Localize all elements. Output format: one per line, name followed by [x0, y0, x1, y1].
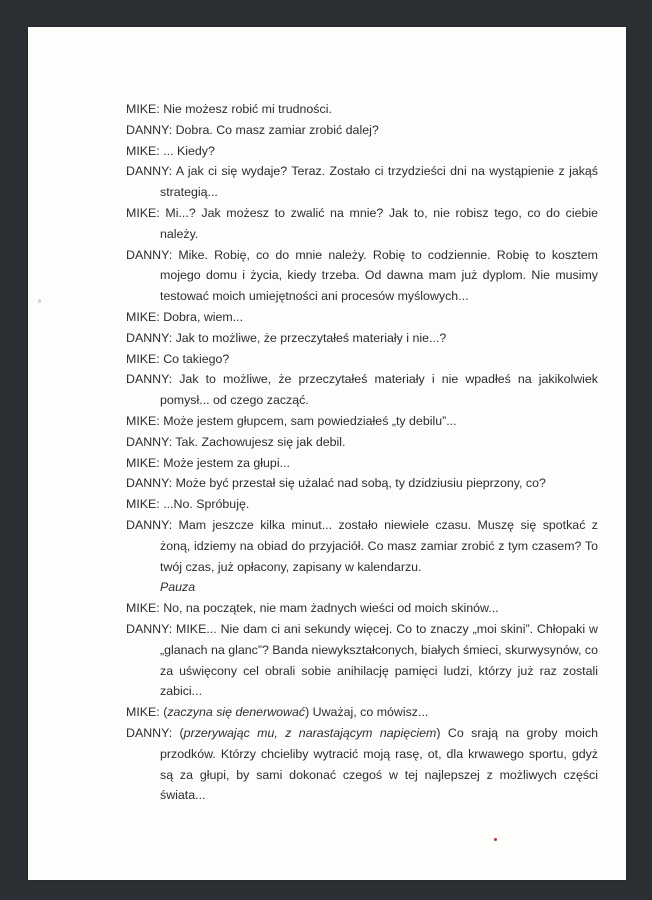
dialogue-text: Dobra, wiem...: [159, 309, 244, 324]
speaker-name: DANNY:: [126, 330, 173, 345]
speaker-name: MIKE:: [126, 205, 160, 220]
dialogue-text: Mi...? Jak możesz to zwalić na mnie? Jak to, nie robisz tego, co do ciebie należy.: [159, 205, 598, 241]
speaker-name: DANNY:: [126, 164, 173, 179]
dialogue-line: [126, 203, 598, 245]
red-dot-mark: [494, 838, 497, 841]
dialogue-line: [126, 141, 598, 162]
dialogue-line: [126, 432, 598, 453]
speaker-name: DANNY:: [126, 122, 173, 137]
speaker-name: MIKE:: [126, 413, 160, 428]
dialogue-line: [126, 598, 598, 619]
script-text: [126, 99, 598, 806]
stage-direction: Pauza: [160, 580, 196, 595]
speaker-name: MIKE:: [126, 143, 160, 158]
dialogue-text: Tak. Zachowujesz się jak debil.: [172, 434, 346, 449]
dialogue-line: [126, 120, 598, 141]
paper-smudge: [38, 299, 41, 303]
speaker-name: DANNY:: [126, 517, 173, 532]
dialogue-line: [126, 99, 598, 120]
dialogue-text: Może jestem za głupi...: [159, 455, 290, 470]
dialogue-line: [126, 245, 598, 307]
dialogue-text: ... Kiedy?: [159, 143, 215, 158]
dialogue-line: [126, 494, 598, 515]
dialogue-line: MIKE: (zaczyna się denerwować) Uważaj, co mówisz...: [126, 705, 429, 720]
speaker-name: MIKE:: [126, 497, 160, 512]
speaker-name: MIKE:: [126, 705, 160, 720]
speaker-name: DANNY:: [126, 476, 173, 491]
dialogue-line: [126, 453, 598, 474]
speaker-name: DANNY:: [126, 434, 173, 449]
dialogue-line: [126, 161, 598, 203]
dialogue-text: Co srają na groby moich przodków. Którzy chcieliby wytracić moją rasę, ot, dla krwawego sportu, gdyż są za głupi, by sami dokonać czegoś w tej najlepszej z możliwych części świata...: [160, 725, 598, 803]
dialogue-line: DANNY: (przerywając mu, z narastającym napięciem) Co srają na groby moich przodków. Którzy chcieliby wytracić moją rasę, ot, dla krwawego sportu, gdyż są za głupi, by sami dokonać czegoś w tej najlepszej z możliwych części świata...: [126, 725, 598, 803]
dialogue-line: [126, 349, 598, 370]
speaker-name: MIKE:: [126, 455, 160, 470]
speaker-name: MIKE:: [126, 309, 160, 324]
dialogue-text: A jak ci się wydaje? Teraz. Zostało ci trzydzieści dni na wystąpienie z jakąś strategią...: [160, 164, 598, 200]
speaker-name: DANNY:: [126, 247, 173, 262]
dialogue-line: [126, 307, 598, 328]
dialogue-text: Może jestem głupcem, sam powiedziałeś „ty debilu”...: [159, 413, 457, 428]
dialogue-text: Dobra. Co masz zamiar zrobić dalej?: [172, 122, 379, 137]
speaker-name: DANNY:: [126, 372, 173, 387]
dialogue-text: Mike. Robię, co do mnie należy. Robię to codziennie. Robię to kosztem mojego domu i życia, kiedy trzeba. Od dawna mam już dyplom. Nie musimy testować moich umiejętności ani procesów myślowych...: [160, 247, 598, 304]
speaker-name: MIKE:: [126, 102, 160, 116]
speaker-name: DANNY:: [126, 725, 173, 740]
dialogue-text: No, na początek, nie mam żadnych wieści od moich skinów...: [159, 601, 499, 616]
dialogue-line: [126, 369, 598, 411]
dialogue-line: [126, 411, 598, 432]
dialogue-text: Mam jeszcze kilka minut... zostało niewiele czasu. Muszę się spotkać z żoną, idziemy na obiad do przyjaciół. Co masz zamiar zrobić z tym czasem? To twój czas, już opłacony, zapisany w kalendarzu.: [160, 517, 598, 574]
paper-sheet: [28, 27, 626, 880]
dialogue-text: Może być przestał się użalać nad sobą, ty dzidziusiu pieprzony, co?: [172, 476, 546, 491]
dialogue-text: MIKE... Nie dam ci ani sekundy więcej. Co to znaczy „moi skini”. Chłopaki w „glanach na glanc”? Banda niewykształconych, białych śmieci, skurwysynów, co za uświęcony cel obrali sobie anihilację pamięci ludzi, którzy już raz zostali zabici...: [160, 621, 599, 699]
dialogue-line: [126, 328, 598, 349]
dialogue-text: ...No. Spróbuję.: [159, 497, 250, 512]
speaker-name: DANNY:: [126, 621, 173, 636]
dialogue-text: Co takiego?: [159, 351, 230, 366]
dialogue-line: [126, 515, 598, 577]
dialogue-text: Jak to możliwe, że przeczytałeś materiały i nie...?: [172, 330, 447, 345]
dialogue-line: [126, 619, 598, 702]
inline-direction: zaczyna się denerwować: [167, 705, 306, 720]
dialogue-text: Uważaj, co mówisz...: [309, 705, 429, 720]
speaker-name: MIKE:: [126, 351, 160, 366]
speaker-name: MIKE:: [126, 601, 160, 616]
dialogue-text: Nie możesz robić mi trudności.: [159, 102, 332, 116]
dialogue-line: [126, 473, 598, 494]
dialogue-text: Jak to możliwe, że przeczytałeś materiały i nie wpadłeś na jakikolwiek pomysł... od czego zacząć.: [160, 372, 598, 408]
inline-direction: przerywając mu, z narastającym napięciem: [183, 725, 437, 740]
